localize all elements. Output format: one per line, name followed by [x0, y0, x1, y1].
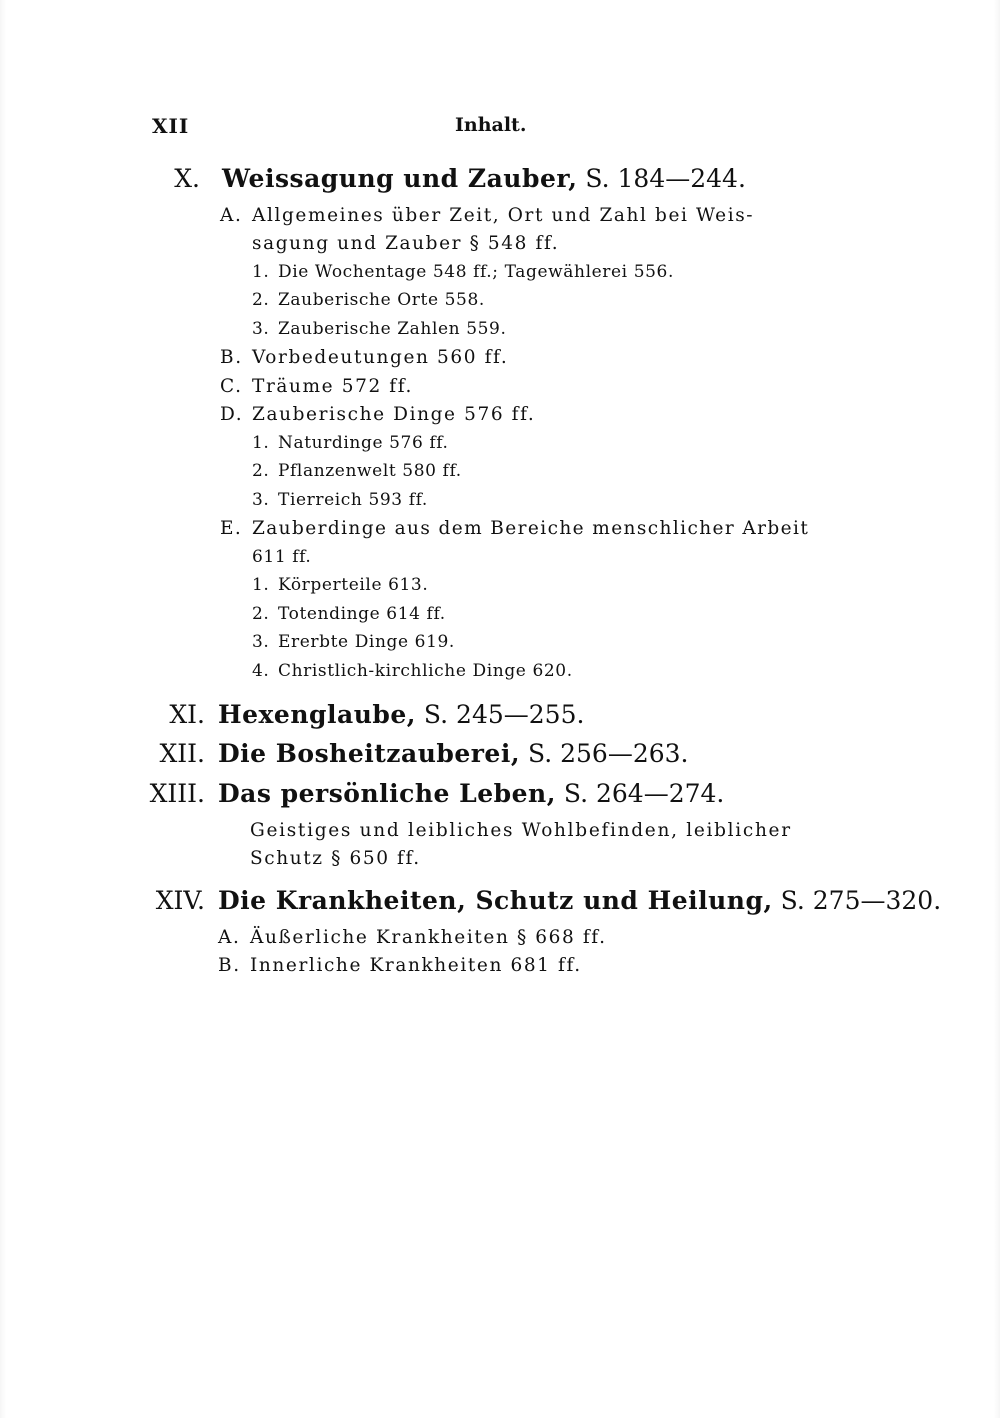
page-number: XII [152, 114, 190, 138]
toc-subentry [252, 461, 462, 481]
section-pages: S. 245—255. [423, 700, 585, 729]
entry-text: Zauberische Zahlen 559. [278, 319, 507, 339]
toc-entry [250, 820, 792, 841]
entry-label: 2. [252, 290, 270, 310]
entry-text: Vorbedeutungen 560 ff. [252, 347, 509, 368]
entry-label: 2. [252, 604, 270, 624]
entry-label: C. [220, 376, 243, 397]
entry-text: Innerliche Krankheiten 681 ff. [250, 955, 582, 976]
entry-label: 1. [252, 575, 270, 595]
toc-subentry [252, 319, 506, 339]
entry-label: 3. [252, 490, 270, 510]
entry-text: Ererbte Dinge 619. [278, 632, 455, 652]
section-pages: S. 264—274. [563, 779, 725, 808]
entry-text: 611 ff. [252, 547, 312, 567]
toc-subentry [252, 575, 428, 595]
section-numeral: XIII. [149, 779, 205, 808]
entry-text: Allgemeines über Zeit, Ort und Zahl bei Weis- [252, 205, 755, 226]
section-title: Das persönliche Leben, [218, 779, 556, 808]
entry-text: Pflanzenwelt 580 ff. [278, 461, 462, 481]
entry-text: Die Wochentage 548 ff.; Tagewählerei 556. [278, 262, 674, 282]
toc-subentry [252, 290, 485, 310]
entry-label: 2. [252, 461, 270, 481]
toc-entry [220, 376, 413, 397]
section-numeral: X. [174, 164, 200, 193]
entry-text: Geistiges und leibliches Wohlbefinden, leiblicher [250, 820, 792, 841]
entry-label: B. [218, 955, 241, 976]
page-edge-shadow [0, 0, 6, 1418]
entry-label: 4. [252, 661, 270, 681]
entry-text: Zauberische Orte 558. [278, 290, 485, 310]
toc-entry [220, 347, 508, 368]
entry-text: Tierreich 593 ff. [278, 490, 428, 510]
entry-text: Zauberische Dinge 576 ff. [252, 404, 536, 425]
toc-entry [220, 404, 535, 425]
entry-label: 3. [252, 632, 270, 652]
toc-entry [218, 955, 582, 976]
running-title: Inhalt. [455, 114, 527, 136]
toc-subentry [252, 262, 674, 282]
toc-subentry [252, 661, 573, 681]
section-pages: S. 184—244. [585, 164, 746, 193]
entry-text: Körperteile 613. [278, 575, 429, 595]
toc-subentry [252, 433, 449, 453]
toc-entry [220, 518, 809, 539]
toc-entry-continuation [252, 547, 311, 567]
entry-label: A. [220, 205, 243, 226]
entry-label: A. [218, 927, 241, 948]
section-numeral: XI. [169, 700, 205, 729]
section-title: Weissagung und Zauber, [222, 164, 578, 193]
entry-label: 1. [252, 433, 270, 453]
section-title: Die Krankheiten, Schutz und Heilung, [218, 886, 773, 915]
section-title: Die Bosheitzauberei, [218, 739, 521, 768]
entry-text: Totendinge 614 ff. [278, 604, 446, 624]
entry-text: sagung und Zauber § 548 ff. [252, 233, 560, 254]
toc-entry-continuation [252, 233, 559, 254]
toc-entry [220, 205, 754, 226]
entry-text: Naturdinge 576 ff. [278, 433, 449, 453]
entry-text: Träume 572 ff. [252, 376, 414, 397]
toc-subentry [252, 604, 446, 624]
section-numeral: XIV. [155, 886, 205, 915]
toc-subentry [252, 632, 455, 652]
entry-label: B. [220, 347, 243, 368]
page-edge-shadow [994, 0, 1000, 1418]
entry-label: 3. [252, 319, 270, 339]
toc-entry-continuation [250, 848, 421, 869]
entry-text: Schutz § 650 ff. [250, 848, 421, 869]
entry-text: Christlich-kirchliche Dinge 620. [278, 661, 573, 681]
section-numeral: XII. [159, 739, 205, 768]
entry-label: D. [220, 404, 244, 425]
entry-text: Äußerliche Krankheiten § 668 ff. [250, 927, 607, 948]
toc-entry [218, 927, 607, 948]
entry-label: 1. [252, 262, 270, 282]
section-pages: S. 275—320. [780, 886, 942, 915]
section-pages: S. 256—263. [527, 739, 689, 768]
entry-text: Zauberdinge aus dem Bereiche menschlicher Arbeit [252, 518, 810, 539]
section-title: Hexenglaube, [218, 700, 416, 729]
toc-subentry [252, 490, 428, 510]
entry-label: E. [220, 518, 243, 539]
